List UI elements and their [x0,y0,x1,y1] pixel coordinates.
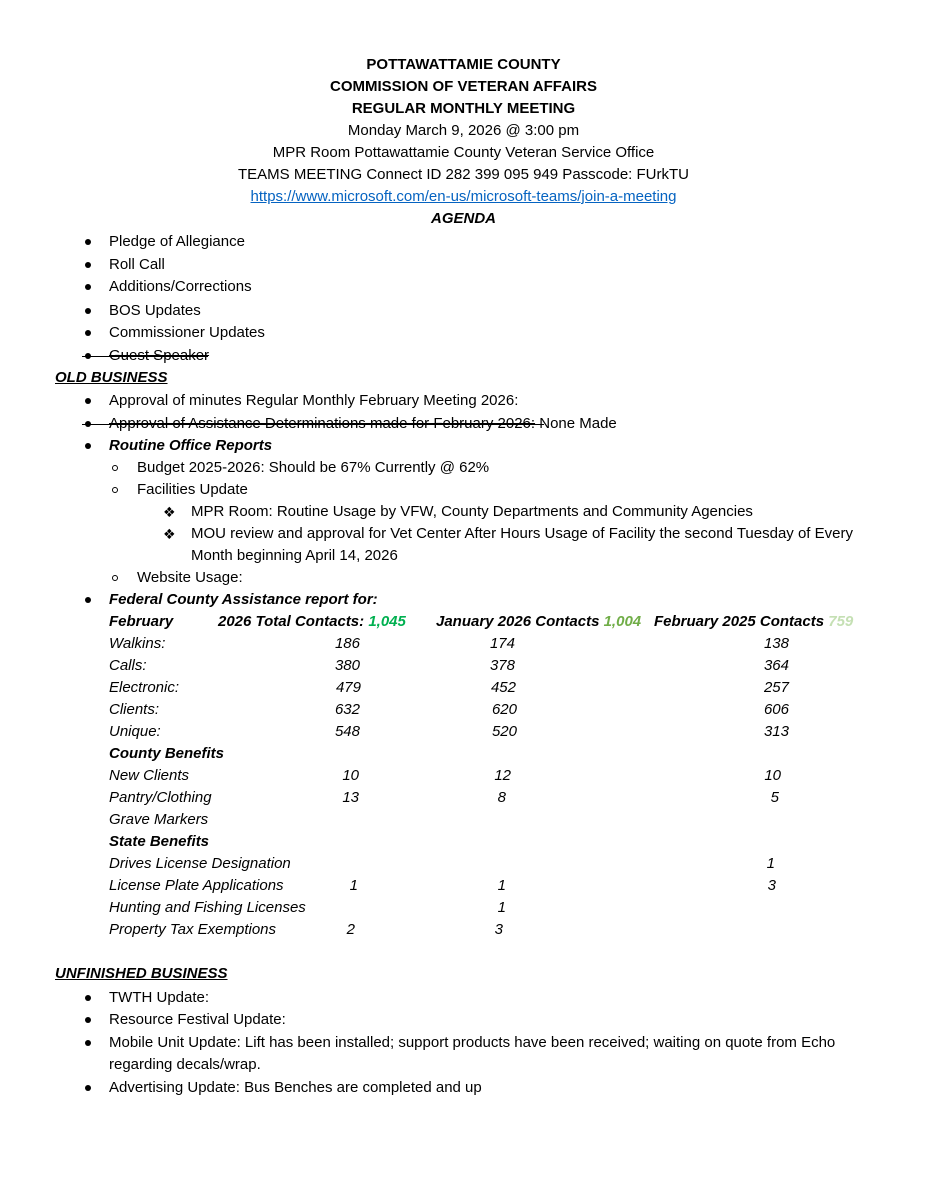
table-cell: 2 [346,921,355,938]
mou-item-line2: Month beginning April 14, 2026 [191,547,398,564]
meeting-title: REGULAR MONTHLY MEETING [351,100,576,117]
col3-total: 759 [828,613,854,630]
col1-total: 1,045 [368,613,406,630]
mobile-unit-item-line2: regarding decals/wrap. [109,1056,261,1073]
budget-item: Budget 2025-2026: Should be 67% Currently @ 62% [137,459,490,476]
county-title: POTTAWATTAMIE COUNTY [366,56,561,73]
minutes-approval-item: Approval of minutes Regular Monthly February Meeting 2026: [109,392,519,409]
table-cell: 520 [491,723,517,740]
bullet-icon [85,597,91,603]
table-cell: 10 [764,767,781,784]
county-benefits-heading: County Benefits [109,745,225,762]
facilities-item: Facilities Update [137,481,248,498]
table-cell: 12 [494,767,511,784]
bullet-icon [85,398,91,404]
table-row-label: Drives License Designation [109,855,291,872]
table-cell: 13 [342,789,359,806]
table-cell: 10 [342,767,359,784]
table-cell: 257 [763,679,789,696]
table-row-label: Pantry/Clothing [109,789,212,806]
bullet-icon [85,1085,91,1091]
table-cell: 632 [334,701,360,718]
bullet-icon [85,239,91,245]
meeting-date: Monday March 9, 2026 @ 3:00 pm [347,122,580,139]
table-cell: 364 [763,657,789,674]
diamond-bullet-icon: ❖ [163,504,176,520]
meeting-location: MPR Room Pottawattamie County Veteran Service Office [272,144,655,161]
table-cell: 1 [349,877,358,894]
table-cell: 5 [770,789,779,806]
col2-total: 1,004 [603,613,642,630]
agenda-item-struck: Guest Speaker [109,347,210,364]
bullet-icon [85,995,91,1001]
teams-link[interactable]: https://www.microsoft.com/en-us/microsoft-teams/join-a-meeting [250,188,677,205]
agenda-item: Commissioner Updates [109,324,265,341]
table-cell: 1 [497,899,506,916]
state-benefits-heading: State Benefits [109,833,210,850]
website-usage-item: Website Usage: [137,569,243,586]
table-row-label: Electronic: [109,679,180,696]
table-cell: 174 [489,635,515,652]
agenda-item: Additions/Corrections [109,278,252,295]
agenda-item: BOS Updates [109,302,201,319]
circle-bullet-icon [112,465,118,471]
bullet-icon [85,1017,91,1023]
table-cell: 8 [497,789,506,806]
table-row-label: Calls: [109,657,147,674]
mou-item-line1: MOU review and approval for Vet Center After Hours Usage of Facility the second Tuesday of Every [191,525,853,542]
table-cell: 3 [494,921,503,938]
twth-item: TWTH Update: [109,989,210,1006]
table-cell: 479 [335,679,361,696]
table-row-label: Walkins: [109,635,166,652]
table-cell: 138 [763,635,789,652]
festival-item: Resource Festival Update: [109,1011,286,1028]
bullet-icon [85,308,91,314]
diamond-bullet-icon: ❖ [163,526,176,542]
table-cell: 378 [489,657,515,674]
bullet-icon [85,262,91,268]
table-row-label: Clients: [109,701,160,718]
unfinished-business-heading: UNFINISHED BUSINESS [55,965,228,982]
mpr-room-item: MPR Room: Routine Usage by VFW, County Departments and Community Agencies [191,503,753,520]
assistance-struck-text: Approval of Assistance Determinations made for February 2026: [109,415,536,432]
assistance-note: None Made [535,415,617,432]
assistance-item [109,413,617,435]
table-row-label: Hunting and Fishing Licenses [109,899,306,916]
report-col2-header: January 2026 Contacts 1,004 [436,613,642,630]
bullet-icon [85,443,91,449]
table-cell: 186 [334,635,360,652]
table-cell: 548 [334,723,360,740]
table-row-label: Unique: [109,723,161,740]
routine-reports-heading: Routine Office Reports [109,437,273,454]
table-cell: 313 [763,723,789,740]
report-col1-header: 2026 Total Contacts: 1,045 [218,613,406,630]
report-col3-header: February 2025 Contacts 759 [654,613,854,630]
table-cell: 3 [767,877,776,894]
table-cell: 1 [766,855,775,872]
advertising-item: Advertising Update: Bus Benches are completed and up [109,1079,482,1096]
agenda-heading: AGENDA [430,210,496,227]
commission-title: COMMISSION OF VETERAN AFFAIRS [330,78,597,95]
document-header [0,54,927,230]
table-cell: 452 [490,679,516,696]
bullet-icon [85,284,91,290]
table-row-label: New Clients [109,767,190,784]
bullet-icon [85,1040,91,1046]
table-row-label: Grave Markers [109,811,209,828]
table-cell: 380 [334,657,360,674]
agenda-item: Roll Call [109,256,165,273]
report-column-label: February [109,613,174,630]
old-business-heading: OLD BUSINESS [55,369,168,386]
federal-report-heading: Federal County Assistance report for: [109,591,378,608]
teams-info: TEAMS MEETING Connect ID 282 399 095 949 Passcode: FUrkTU [237,166,690,183]
circle-bullet-icon [112,487,118,493]
circle-bullet-icon [112,575,118,581]
table-cell: 1 [497,877,506,894]
table-cell: 620 [491,701,517,718]
table-cell: 606 [763,701,789,718]
table-row-label: Property Tax Exemptions [109,921,277,938]
bullet-icon [85,330,91,336]
agenda-item: Pledge of Allegiance [109,233,245,250]
table-row-label: License Plate Applications [109,877,284,894]
mobile-unit-item-line1: Mobile Unit Update: Lift has been installed; support products have been received; waiting on quote from Echo [109,1034,836,1051]
